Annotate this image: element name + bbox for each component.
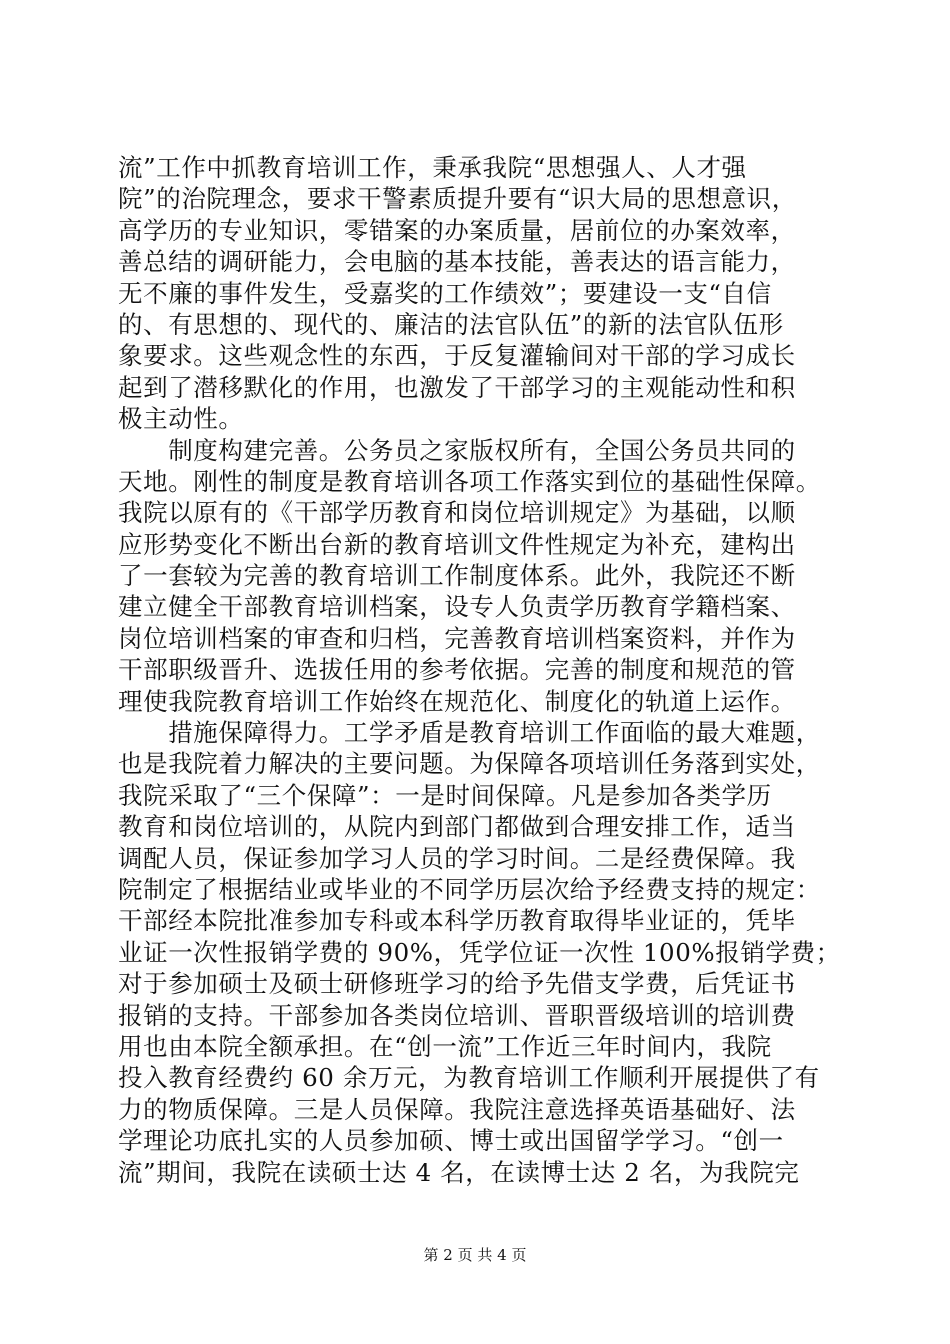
text-line: 院制定了根据结业或毕业的不同学历层次给予经费支持的规定： [118,874,821,904]
text-line: 教育和岗位培训的，从院内到部门都做到合理安排工作，适当 [118,812,796,842]
text-line: 岗位培训档案的审查和归档，完善教育培训档案资料，并作为 [118,623,796,653]
text-line: 我院采取了“三个保障”：一是时间保障。凡是参加各类学历 [118,780,772,810]
document-body [118,152,841,1188]
text-line: 天地。刚性的制度是教育培训各项工作落实到位的基础性保障。 [118,466,821,496]
text-line: 力的物质保障。三是人员保障。我院注意选择英语基础好、法 [118,1094,796,1124]
text-line: 也是我院着力解决的主要问题。为保障各项培训任务落到实处， [118,749,821,779]
page-footer: 第 2 页 共 4 页 [423,1246,527,1264]
text-line: 了一套较为完善的教育培训工作制度体系。此外，我院还不断 [118,561,796,591]
text-line: 干部职级晋升、选拔任用的参考依据。完善的制度和规范的管 [118,655,796,685]
text-line: 院”的治院理念，要求干警素质提升要有“识大局的思想意识， [118,184,797,214]
text-line: 的、有思想的、现代的、廉洁的法官队伍”的新的法官队伍形 [118,309,784,339]
text-line: 理使我院教育培训工作始终在规范化、制度化的轨道上运作。 [118,686,796,716]
text-line: 干部经本院批准参加专科或本科学历教育取得毕业证的，凭毕 [118,906,796,936]
text-line: 投入教育经费约 60 余万元，为教育培训工作顺利开展提供了有 [118,1063,820,1093]
text-line: 起到了潜移默化的作用，也激发了干部学习的主观能动性和积 [118,372,796,402]
text-line: 流”工作中抓教育培训工作，秉承我院“思想强人、人才强 [118,153,747,182]
text-line: 极主动性。 [118,404,244,434]
text-line: 应形势变化不断出台新的教育培训文件性规定为补充，建构出 [118,529,796,559]
text-line: 善总结的调研能力，会电脑的基本技能，善表达的语言能力， [118,247,796,277]
text-line: 流”期间，我院在读硕士达 4 名，在读博士达 2 名，为我院完 [118,1157,800,1187]
text-line: 用也由本院全额承担。在“创一流”工作近三年时间内，我院 [118,1031,772,1061]
text-line: 学理论功底扎实的人员参加硕、博士或出国留学学习。“创一 [118,1126,784,1156]
text-line: 报销的支持。干部参加各类岗位培训、晋职晋级培训的培训费 [118,1000,796,1030]
text-line: 我院以原有的《干部学历教育和岗位培训规定》为基础，以顺 [118,498,796,528]
text-line: 象要求。这些观念性的东西，于反复灌输间对干部的学习成长 [118,341,796,371]
text-line: 无不廉的事件发生，受嘉奖的工作绩效”；要建设一支“自信 [118,278,772,308]
text-line: 高学历的专业知识，零错案的办案质量，居前位的办案效率， [118,215,796,245]
text-line: 制度构建完善。公务员之家版权所有，全国公务员共同的 [118,435,796,465]
text-line: 调配人员，保证参加学习人员的学习时间。二是经费保障。我 [118,843,796,873]
text-line: 业证一次性报销学费的 90%，凭学位证一次性 100%报销学费； [118,937,841,967]
text-line: 对于参加硕士及硕士研修班学习的给予先借支学费，后凭证书 [118,969,796,999]
text-line: 建立健全干部教育培训档案，设专人负责学历教育学籍档案、 [118,592,796,622]
text-line: 措施保障得力。工学矛盾是教育培训工作面临的最大难题， [118,718,821,748]
